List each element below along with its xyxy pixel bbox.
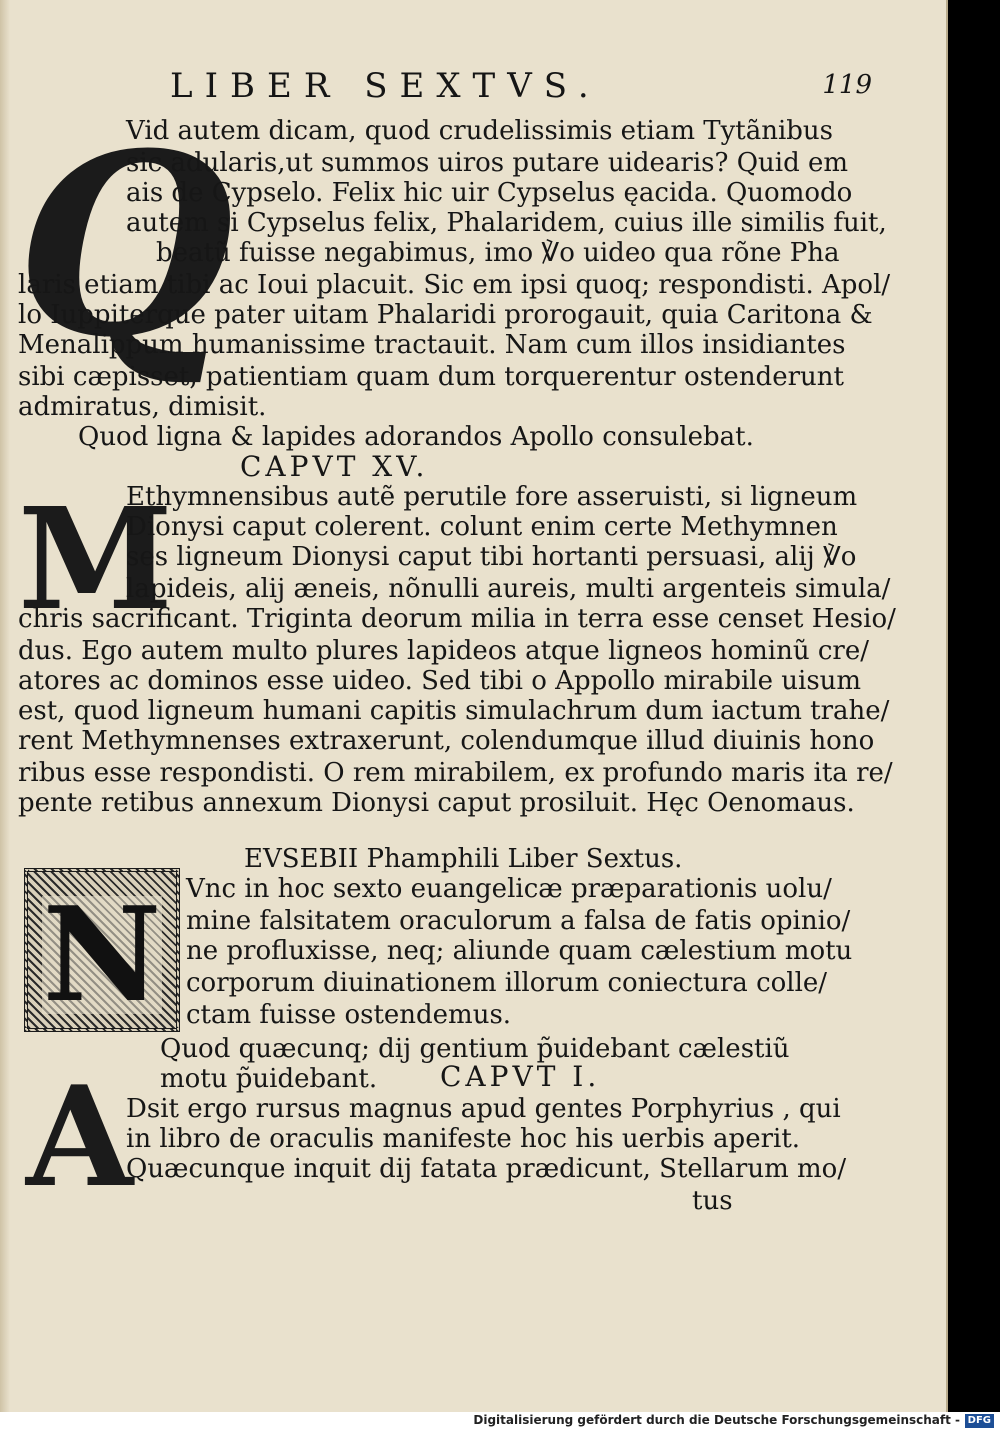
drop-cap-q: Q [16,98,234,392]
running-header [170,66,876,106]
text-line: atores ac dominos esse uideo. Sed tibi o Appollo mirabile uisum [18,666,862,696]
drop-cap-a: A [26,1055,134,1218]
text-line: dus. Ego autem multo plures lapideos atque ligneos hominũ cre/ [18,636,869,666]
text-line: Dsit ergo rursus magnus apud gentes Porphyrius , qui [126,1094,841,1124]
section-heading: Quod ligna & lapides adorandos Apollo consulebat. [78,422,754,452]
text-line: ne profluxisse, neq; aliunde quam cælestium motu [186,936,853,966]
text-line: ribus esse respondisti. O rem mirabilem, ex profundo maris ita re/ [18,758,893,788]
page-gutter-shadow [0,0,10,1412]
section-heading-cont: motu p̃uidebant. [160,1064,378,1094]
text-line: ses ligneum Dionysi caput tibi hortanti persuasi, alij ℣o [126,542,857,572]
text-line: ais de Cypselo. Felix hic uir Cypselus ęacida. Quomodo [126,178,853,208]
running-title: LIBER SEXTVS. [170,66,601,106]
text-line: corporum diuinationem illorum coniectura colle/ [186,968,828,998]
text-line: Vid autem dicam, quod crudelissimis etiam Tytãnibus [126,116,834,146]
chapter-heading: CAPVT XV. [240,450,429,483]
text-line: in libro de oraculis manifeste hoc his uerbis aperit. [126,1124,801,1154]
chapter-heading: CAPVT I. [440,1060,601,1093]
text-line: mine falsitatem oraculorum a falsa de fatis opinio/ [186,906,851,936]
text-line: ctam fuisse ostendemus. [186,1000,512,1030]
funding-credit: Digitalisierung gefördert durch die Deutsche Forschungsgemeinschaft - [473,1413,960,1427]
section-heading: Quod quæcunq; dij gentium p̃uidebant cælestiũ [160,1034,790,1064]
text-line: lapideis, alij æneis, nõnulli aureis, multi argenteis simula/ [126,574,891,604]
folio-number: 119 [822,70,872,100]
text-line: Ethymnensibus autẽ perutile fore asseruisti, si ligneum [126,482,858,512]
text-line: admiratus, dimisit. [18,392,267,422]
catchword: tus [692,1186,733,1216]
text-line: sic adularis,ut summos uiros putare uidearis? Quid em [126,148,849,178]
text-line: chris sacrificant. Triginta deorum milia in terra esse censet Hesio/ [18,604,896,634]
ornamental-initial-n [24,868,180,1032]
footer-bar [0,1412,1000,1430]
text-line: Menalippum humanissime tractauit. Nam cum illos insidiantes [18,330,846,360]
ornamental-initial-letter: N [42,878,162,1031]
book-heading: EVSEBII Phamphili Liber Sextus. [244,844,683,874]
text-line: rent Methymnenses extraxerunt, colendumque illud diuinis hono [18,726,875,756]
text-line: est, quod ligneum humani capitis simulachrum dum iactum trahe/ [18,696,890,726]
text-line: beatũ fuisse negabimus, imo ℣o uideo qua rõne Pha [156,238,840,268]
text-line: autem si Cypselus felix, Phalaridem, cuius ille similis fuit, [126,208,887,238]
text-line: pente retibus annexum Dionysi caput prosiluit. Hęc Oenomaus. [18,788,855,818]
text-line: lo Iuppiterque pater uitam Phalaridi prorogauit, quia Caritona & [18,300,873,330]
text-line: Vnc in hoc sexto euangelicæ præparationis uolu/ [186,874,832,904]
text-line: Dionysi caput colerent. colunt enim certe Methymnen [126,512,838,542]
dfg-logo: DFG [965,1414,994,1428]
text-line: laris etiam tibi ac Ioui placuit. Sic em ipsi quoq; respondisti. Apol/ [18,270,891,300]
text-line: sibi cæpisset, patientiam quam dum torquerentur ostenderunt [18,362,844,392]
drop-cap-m: M [18,478,173,642]
text-line: Quæcunque inquit dij fatata prædicunt, Stellarum mo/ [126,1154,847,1184]
